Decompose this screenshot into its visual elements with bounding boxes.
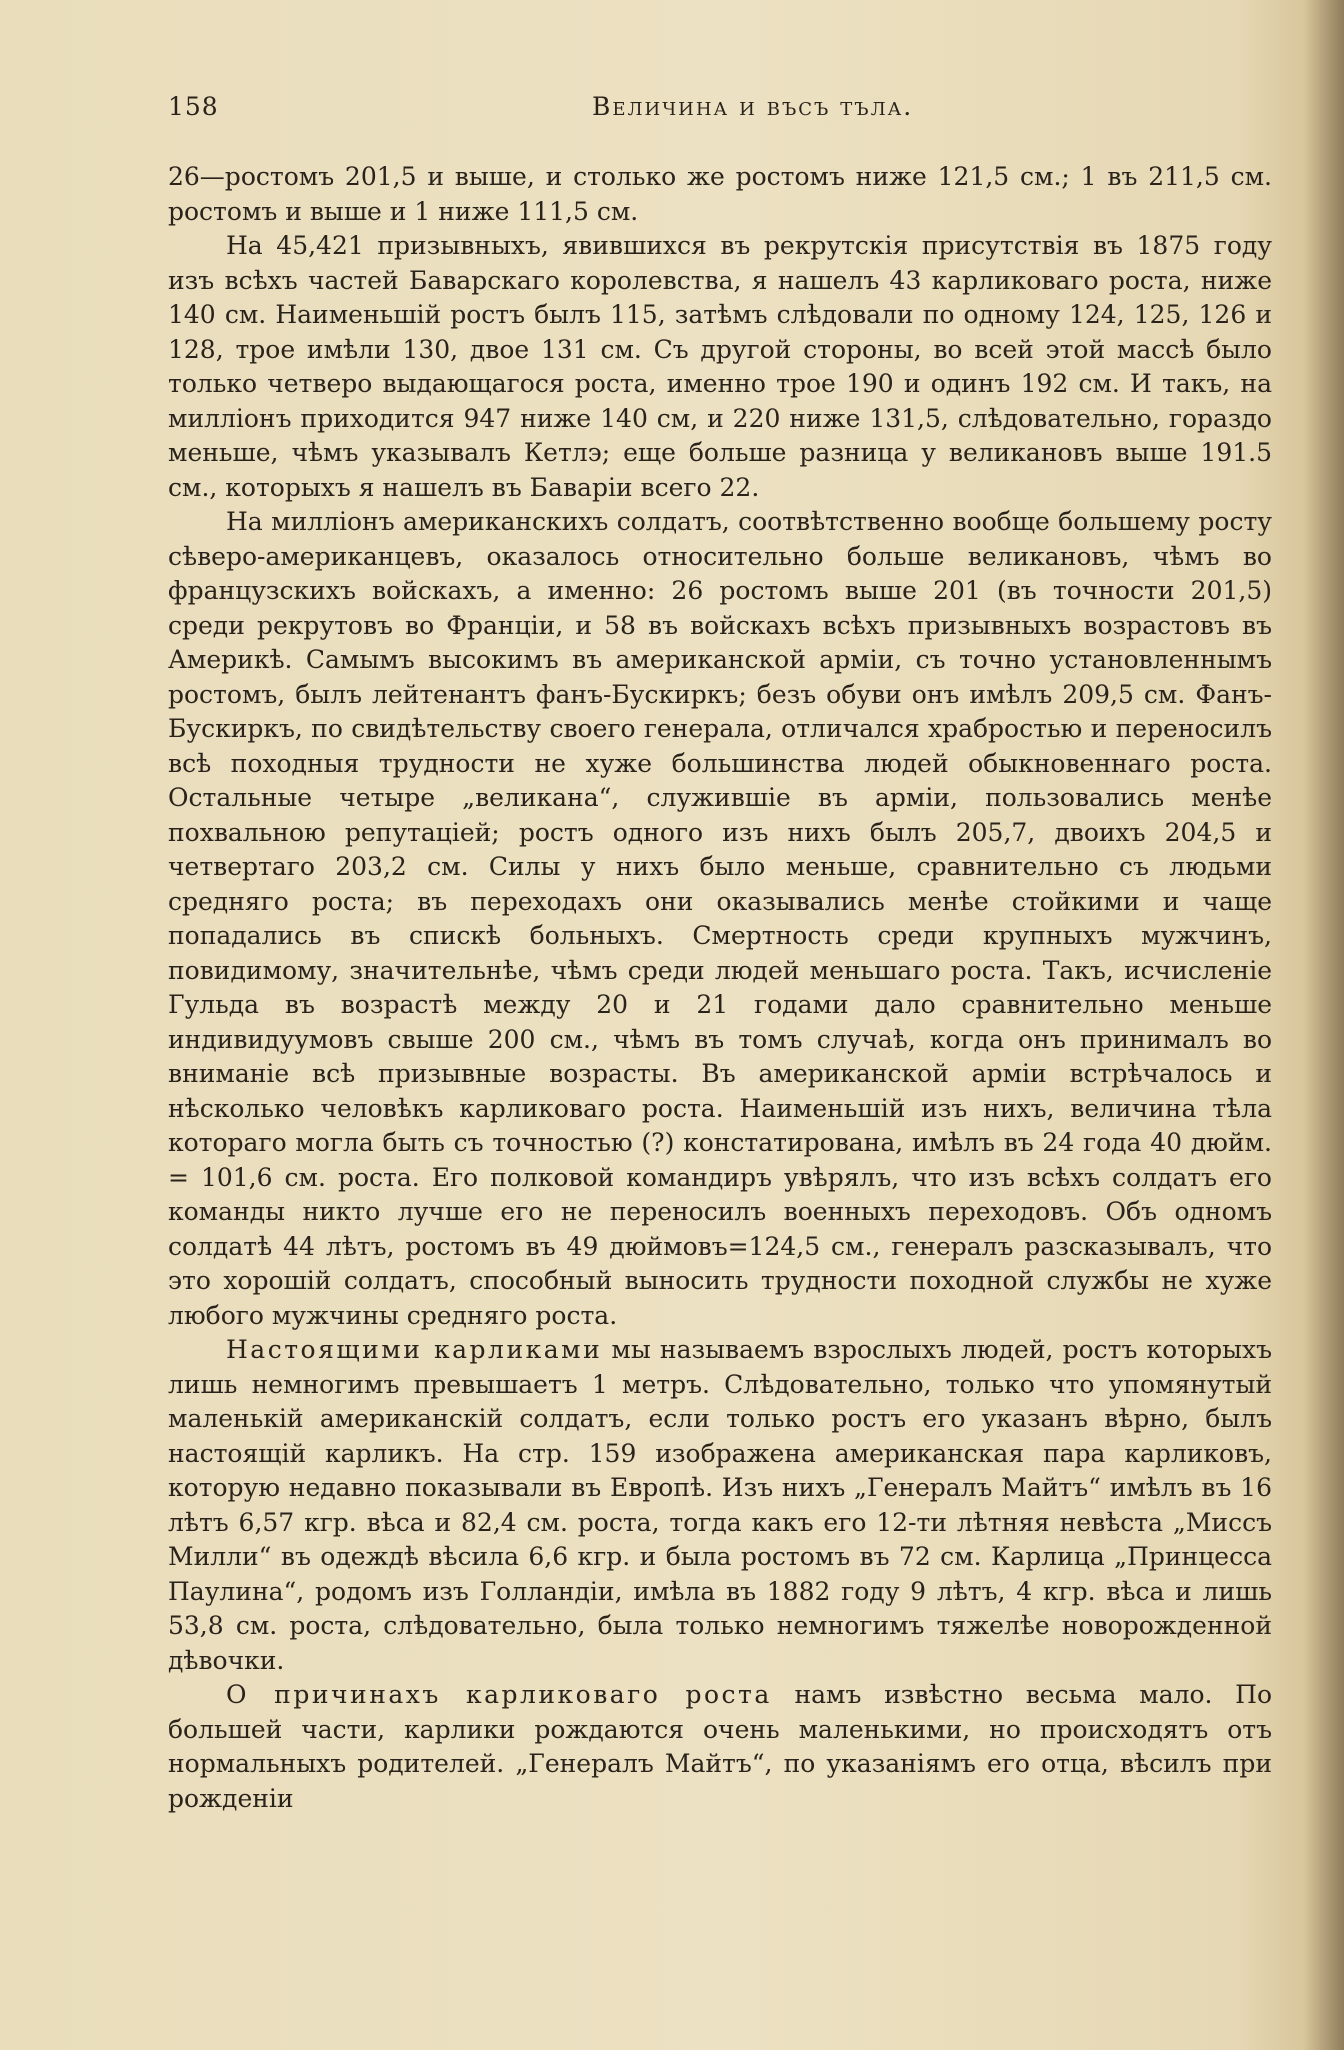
paragraph-3: На милліонъ американскихъ солдатъ, соотвѣтственно вообще большему росту сѣверо-американцевъ, оказалось относительно больше великановъ, чѣмъ во французскихъ войскахъ, а именно: 26 ростомъ выше 201 (въ точности 201,5) среди рекрутовъ во Франціи, и 58 въ войскахъ всѣхъ призывныхъ возрастовъ въ Америкѣ. Самымъ высокимъ въ американской арміи, съ точно установленнымъ ростомъ, былъ лейтенантъ фанъ-Бускиркъ; безъ обуви онъ имѣлъ 209,5 см. Фанъ-Бускиркъ, по свидѣтельству своего генерала, отличался храбростью и переносилъ всѣ походныя трудности не хуже большинства людей обыкновеннаго роста. Остальные четыре „великана“, служившіе въ арміи, пользовались менѣе похвальною репутаціей; ростъ одного изъ нихъ былъ 205,7, двоихъ 204,5 и четвертаго 203,2 см. Силы у нихъ было меньше, сравнительно съ людьми средняго роста; въ переходахъ они оказывались менѣе стойкими и чаще попадались въ спискѣ больныхъ. Смертность среди крупныхъ мужчинъ, повидимому, значительнѣе, чѣмъ среди людей меньшаго роста. Такъ, исчисленіе Гульда въ возрастѣ между 20 и 21 годами дало сравнительно меньше индивидуумовъ свыше 200 см., чѣмъ въ томъ случаѣ, когда онъ принималъ во вниманіе всѣ призывные возрасты. Въ американской арміи встрѣчалось и нѣсколько человѣкъ карликоваго роста. Наименьшій изъ нихъ, величина тѣла котораго могла быть съ точностью (?) констатирована, имѣлъ въ 24 года 40 дюйм. = 101,6 см. роста. Его полковой командиръ увѣрялъ, что изъ всѣхъ солдатъ его команды никто лучше его не переносилъ военныхъ переходовъ. Объ одномъ солдатѣ 44 лѣтъ, ростомъ въ 49 дюймовъ=124,5 см., генералъ разсказывалъ, что это хорошій солдатъ, способный выносить трудности походной службы не хуже любого мужчины средняго роста. [168, 507, 1272, 1330]
paragraph-5 [168, 1678, 1272, 1816]
running-title: Величина и въсъ тъла. [592, 92, 914, 121]
paragraph-4-lead: Настоящими карликами [226, 1335, 603, 1364]
paragraph-4-text: мы называемъ взрослыхъ людей, ростъ которыхъ лишь немногимъ превышаетъ 1 метръ. Слѣдовательно, только что упомянутый маленькій американскій солдатъ, если только ростъ его указанъ вѣрно, былъ настоящій карликъ. На стр. 159 изображена американская пара карликовъ, которую недавно показывали въ Европѣ. Изъ нихъ „Генералъ Майтъ“ имѣлъ въ 16 лѣтъ 6,57 кгр. вѣса и 82,4 см. роста, тогда какъ его 12-ти лѣтняя невѣста „Миссъ Милли“ въ одеждѣ вѣсила 6,6 кгр. и была ростомъ въ 72 см. Карлица „Принцесса Паулина“, родомъ изъ Голландіи, имѣла въ 1882 году 9 лѣтъ, 4 кгр. вѣса и лишь 53,8 см. роста, слѣдовательно, была только немногимъ тяжелѣе новорожденной дѣвочки. [168, 1335, 1272, 1675]
paragraph-1: 26—ростомъ 201,5 и выше, и столько же ростомъ ниже 121,5 см.; 1 въ 211,5 см. ростомъ и выше и 1 ниже 111,5 см. [168, 162, 1272, 226]
paragraph-2: На 45,421 призывныхъ, явившихся въ рекрутскія присутствія въ 1875 году изъ всѣхъ частей Баварскаго королевства, я нашелъ 43 карликоваго роста, ниже 140 см. Наименьшій ростъ былъ 115, затѣмъ слѣдовали по одному 124, 125, 126 и 128, трое имѣли 130, двое 131 см. Съ другой стороны, во всей этой массѣ было только четверо выдающагося роста, именно трое 190 и одинъ 192 см. И такъ, на милліонъ приходится 947 ниже 140 см, и 220 ниже 131,5, слѣдовательно, гораздо меньше, чѣмъ указывалъ Кетлэ; еще больше разница у великановъ выше 191.5 см., которыхъ я нашелъ въ Баваріи всего 22. [168, 231, 1272, 502]
page-number: 158 [168, 92, 219, 121]
paragraph-5-text: намъ извѣстно весьма мало. По большей части, карлики рождаются очень маленькими, но происходятъ отъ нормальныхъ родителей. „Генералъ Майтъ“, по указаніямъ его отца, вѣсилъ при рожденіи [168, 1680, 1273, 1813]
page-header [168, 92, 1198, 132]
body-text [168, 160, 1272, 1816]
paragraph-5-lead: О причинахъ карликоваго роста [226, 1680, 772, 1709]
paragraph-4 [168, 1333, 1272, 1678]
